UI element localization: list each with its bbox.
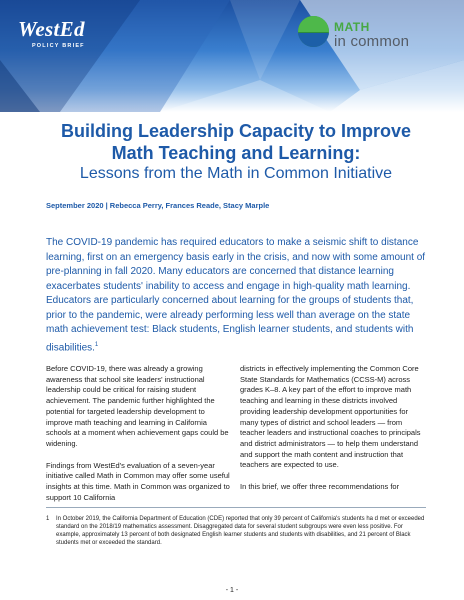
body-paragraph: Before COVID-19, there was already a growing awareness that school site leaders' instructional leadership could be critical for raising student achievement. The pandemic further highlighted the potential for targeted leadership development to improve math teaching and learning in California schools at a moment when achievement gaps could be widening. xyxy=(46,364,229,448)
title-line2: Math Teaching and Learning: xyxy=(111,143,361,163)
wested-logo xyxy=(18,18,85,49)
document-title xyxy=(36,120,436,184)
intro-text: The COVID-19 pandemic has required educators to make a seismic shift to distance learning, first on an emergency basis early in the crisis, and now with some amount of pre-planning in fall 2020. Many educators are concerned that distance learning exacerbates students' inability to access and engage in high-quality math learning. Educators are particularly concerned about learning for the groups of students that, prior to the pandemic, were already performing less well than average on the state math achievement test: Black students, English learner students, and students with disabilities. xyxy=(46,237,426,353)
footnote-divider xyxy=(46,507,426,508)
math-in-common-line1: MATH xyxy=(334,20,370,34)
intro-footnote-ref[interactable]: 1 xyxy=(94,341,99,348)
footnote-number: 1 xyxy=(46,516,50,522)
body-column-left xyxy=(46,364,232,514)
math-in-common-circle-icon xyxy=(298,16,329,47)
title-line1: Building Leadership Capacity to Improve xyxy=(60,121,412,141)
body-paragraph: Findings from WestEd's evaluation of a seven-year initiative called Math in Common may offer some useful insights at this time. Math in Common was organized to support 10 California xyxy=(46,460,230,502)
footnote-text: In October 2019, the California Department of Education (CDE) reported that only 39 percent of California's students ha d met or exceeded standard on the 2018/19 mathematics assessment. Disaggregated data for several student subgroups were even less positive. For example, approximately 13 percent of both designated English learner students and students with disabilities, and 21 percent of Black students met or exceeded the standard. xyxy=(56,516,425,546)
body-column-right xyxy=(240,364,426,504)
wested-logo-text: WestEd xyxy=(18,17,85,41)
footnote xyxy=(46,515,426,547)
document-subtitle: Lessons from the Math in Common Initiative xyxy=(79,165,393,182)
policy-brief-label: POLICY BRIEF xyxy=(31,43,85,49)
intro-paragraph xyxy=(46,236,426,355)
math-in-common-line2: in common xyxy=(334,33,410,50)
body-paragraph: In this brief, we offer three recommendations for xyxy=(240,482,400,492)
body-paragraph: districts in effectively implementing the Common Core State Standards for Mathematics (CCSS-M) across grades K–8. A key part of the effort to improve math teaching and learning in these districts involved providing leadership development opportunities for many types of district and school leaders — from teacher leaders and instructional coaches to principals and district administrators — to help them understand and support the math content and instruction that teachers are expected to use. xyxy=(240,364,421,470)
math-in-common-logo xyxy=(298,14,448,54)
header-banner xyxy=(0,0,464,112)
byline: September 2020 | Rebecca Perry, Frances Reade, Stacy Marple xyxy=(46,201,270,210)
page-number: - 1 - xyxy=(225,587,239,594)
